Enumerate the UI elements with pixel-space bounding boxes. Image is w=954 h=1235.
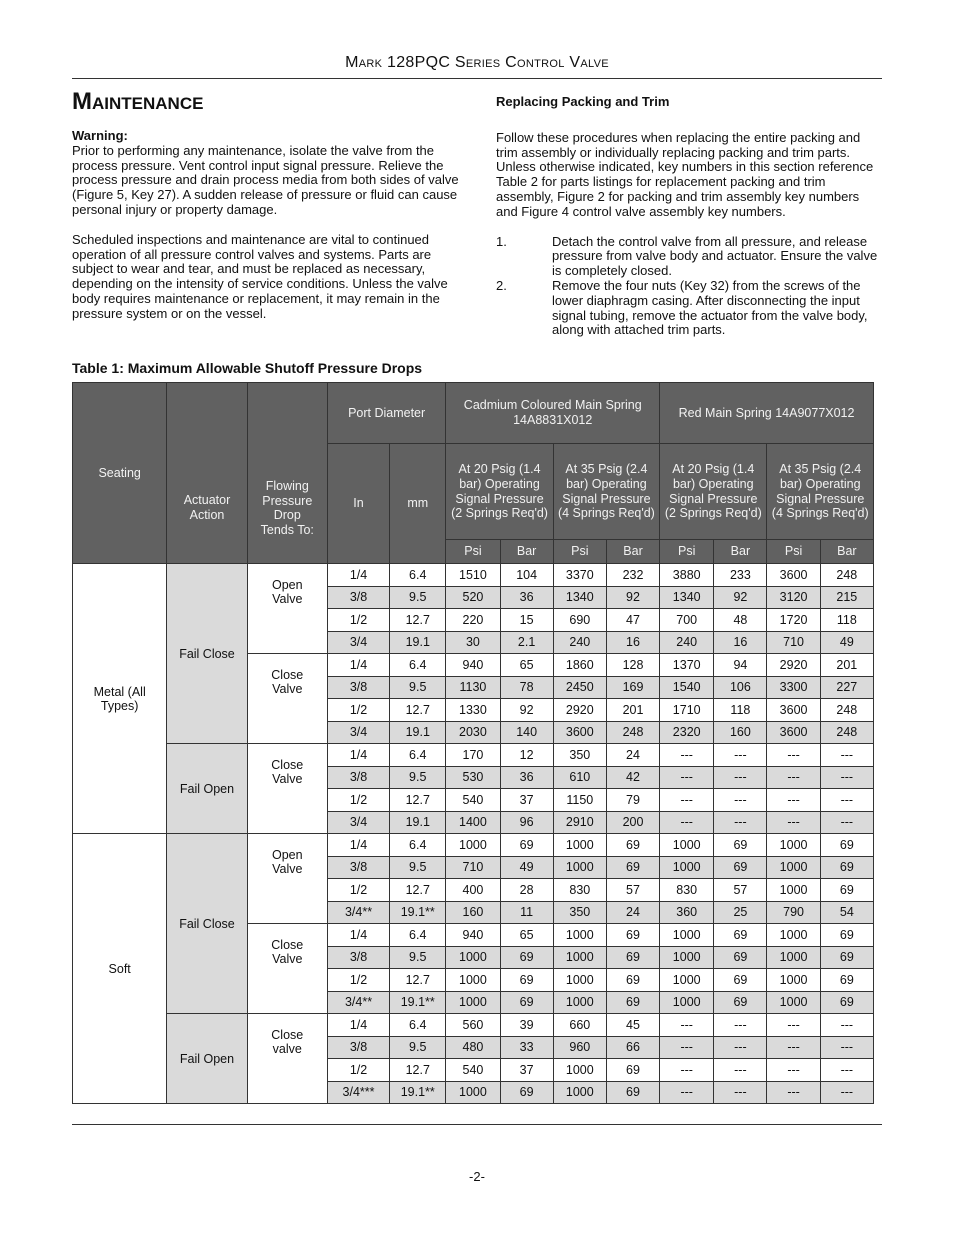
step-text: Remove the four nuts (Key 32) from the screws of the lower diaphragm casing. After disconnecting the input signal tubing, remove the actuator from the valve body, along with attached trim parts. xyxy=(552,277,868,338)
port-mm-cell: 19.1 xyxy=(390,631,446,654)
port-in-cell: 1/4 xyxy=(327,564,389,587)
value-cell: 69 xyxy=(606,1081,659,1104)
value-cell: 69 xyxy=(500,834,553,857)
value-cell: 1130 xyxy=(446,676,500,699)
header-seating: Seating xyxy=(73,383,167,564)
maintenance-paragraph: Scheduled inspections and maintenance are vital to continued operation of all pressure control valves and systems. Parts are subject to wear and tear, and must be replaced as necessary, depending on the intensity of service conditions. Unless the valve body requires maintenance or replacement, it may remain in the pressure system or on the vessel. xyxy=(72,231,448,321)
value-cell: 39 xyxy=(500,1014,553,1037)
seating-cell: Metal (All Types) xyxy=(73,564,167,834)
port-mm-cell: 12.7 xyxy=(390,879,446,902)
value-cell: 240 xyxy=(553,631,606,654)
value-cell: 1370 xyxy=(660,654,714,677)
value-cell: 1000 xyxy=(767,991,820,1014)
value-cell: 33 xyxy=(500,1036,553,1059)
value-cell: 45 xyxy=(606,1014,659,1037)
port-in-cell: 3/4*** xyxy=(327,1081,389,1104)
port-mm-cell: 19.1 xyxy=(390,721,446,744)
value-cell: 11 xyxy=(500,901,553,924)
value-cell: --- xyxy=(767,744,820,767)
value-cell: 92 xyxy=(714,586,767,609)
value-cell: 69 xyxy=(606,991,659,1014)
value-cell: 69 xyxy=(714,946,767,969)
value-cell: 140 xyxy=(500,721,553,744)
value-cell: --- xyxy=(820,1081,873,1104)
value-cell: --- xyxy=(660,1081,714,1104)
value-cell: 2920 xyxy=(553,699,606,722)
value-cell: 160 xyxy=(446,901,500,924)
value-cell: 66 xyxy=(606,1036,659,1059)
tends-to-cell: Close Valve xyxy=(247,654,327,744)
value-cell: 1000 xyxy=(553,856,606,879)
value-cell: 69 xyxy=(714,834,767,857)
value-cell: 1000 xyxy=(660,924,714,947)
value-cell: 1510 xyxy=(446,564,500,587)
port-mm-cell: 6.4 xyxy=(390,834,446,857)
header-red-spring: Red Main Spring 14A9077X012 xyxy=(660,383,874,444)
right-column xyxy=(496,95,878,338)
warning-block xyxy=(72,129,472,218)
value-cell: 36 xyxy=(500,766,553,789)
value-cell: --- xyxy=(714,744,767,767)
value-cell: --- xyxy=(820,744,873,767)
value-cell: 3880 xyxy=(660,564,714,587)
value-cell: 69 xyxy=(606,946,659,969)
value-cell: 69 xyxy=(500,1081,553,1104)
step-text: Detach the control valve from all pressure, and release pressure from valve body and actuator. Ensure the valve is completely closed. xyxy=(552,233,878,279)
value-cell: 1150 xyxy=(553,789,606,812)
value-cell: 1000 xyxy=(660,856,714,879)
value-cell: 232 xyxy=(606,564,659,587)
value-cell: 1000 xyxy=(446,991,500,1014)
port-in-cell: 3/8 xyxy=(327,766,389,789)
value-cell: 118 xyxy=(714,699,767,722)
running-header: Mark 128PQC Series Control Valve xyxy=(345,54,609,71)
value-cell: 540 xyxy=(446,789,500,812)
port-mm-cell: 12.7 xyxy=(390,969,446,992)
header-psi: Psi xyxy=(660,540,714,564)
port-in-cell: 3/4 xyxy=(327,811,389,834)
port-mm-cell: 9.5 xyxy=(390,676,446,699)
value-cell: 69 xyxy=(820,856,873,879)
header-bar: Bar xyxy=(606,540,659,564)
value-cell: 1000 xyxy=(767,856,820,879)
value-cell: 3600 xyxy=(767,699,820,722)
value-cell: 49 xyxy=(820,631,873,654)
value-cell: 560 xyxy=(446,1014,500,1037)
value-cell: 128 xyxy=(606,654,659,677)
value-cell: --- xyxy=(714,1081,767,1104)
value-cell: 3600 xyxy=(767,564,820,587)
value-cell: 69 xyxy=(500,946,553,969)
port-in-cell: 1/2 xyxy=(327,879,389,902)
port-mm-cell: 19.1** xyxy=(390,991,446,1014)
value-cell: 400 xyxy=(446,879,500,902)
value-cell: 69 xyxy=(606,924,659,947)
port-in-cell: 1/4 xyxy=(327,924,389,947)
port-mm-cell: 12.7 xyxy=(390,789,446,812)
value-cell: --- xyxy=(767,1014,820,1037)
value-cell: 12 xyxy=(500,744,553,767)
value-cell: 200 xyxy=(606,811,659,834)
subsection-heading: Replacing Packing and Trim xyxy=(496,94,670,109)
port-in-cell: 1/2 xyxy=(327,789,389,812)
value-cell: 69 xyxy=(606,1059,659,1082)
table-row xyxy=(73,744,874,767)
value-cell: 69 xyxy=(714,991,767,1014)
value-cell: --- xyxy=(767,1081,820,1104)
value-cell: --- xyxy=(714,1014,767,1037)
value-cell: 30 xyxy=(446,631,500,654)
value-cell: 1000 xyxy=(553,1081,606,1104)
value-cell: --- xyxy=(714,766,767,789)
value-cell: 160 xyxy=(714,721,767,744)
value-cell: 1000 xyxy=(660,991,714,1014)
value-cell: 1000 xyxy=(767,834,820,857)
port-mm-cell: 19.1 xyxy=(390,811,446,834)
value-cell: 1710 xyxy=(660,699,714,722)
value-cell: 940 xyxy=(446,924,500,947)
value-cell: 69 xyxy=(820,946,873,969)
value-cell: 790 xyxy=(767,901,820,924)
port-in-cell: 3/4 xyxy=(327,631,389,654)
port-mm-cell: 12.7 xyxy=(390,1059,446,1082)
seating-cell: Soft xyxy=(73,834,167,1104)
value-cell: 1540 xyxy=(660,676,714,699)
value-cell: 104 xyxy=(500,564,553,587)
value-cell: 1400 xyxy=(446,811,500,834)
value-cell: 1000 xyxy=(446,1081,500,1104)
header-flowing-pressure: Flowing Pressure Drop Tends To: xyxy=(247,383,327,564)
port-in-cell: 3/4** xyxy=(327,901,389,924)
value-cell: --- xyxy=(714,1036,767,1059)
header-bar: Bar xyxy=(500,540,553,564)
warning-label: Warning: xyxy=(72,128,128,143)
port-mm-cell: 9.5 xyxy=(390,1036,446,1059)
value-cell: 530 xyxy=(446,766,500,789)
header-psi: Psi xyxy=(767,540,820,564)
value-cell: 248 xyxy=(606,721,659,744)
value-cell: 69 xyxy=(820,924,873,947)
footer-rule xyxy=(72,1124,882,1125)
value-cell: 1000 xyxy=(767,879,820,902)
value-cell: 1340 xyxy=(553,586,606,609)
port-mm-cell: 12.7 xyxy=(390,609,446,632)
value-cell: --- xyxy=(820,1059,873,1082)
value-cell: 540 xyxy=(446,1059,500,1082)
value-cell: 830 xyxy=(553,879,606,902)
value-cell: 220 xyxy=(446,609,500,632)
table-row xyxy=(73,564,874,587)
header-port-diameter: Port Diameter xyxy=(327,383,445,444)
step-number: 2. xyxy=(496,277,507,293)
value-cell: 169 xyxy=(606,676,659,699)
port-mm-cell: 9.5 xyxy=(390,766,446,789)
value-cell: 69 xyxy=(820,879,873,902)
port-mm-cell: 6.4 xyxy=(390,1014,446,1037)
value-cell: 710 xyxy=(446,856,500,879)
value-cell: 350 xyxy=(553,901,606,924)
value-cell: 215 xyxy=(820,586,873,609)
table-caption: Table 1: Maximum Allowable Shutoff Pressure Drops xyxy=(72,360,423,376)
value-cell: --- xyxy=(660,744,714,767)
port-mm-cell: 12.7 xyxy=(390,699,446,722)
header-at35-red: At 35 Psig (2.4 bar) Operating Signal Pressure (4 Springs Req'd) xyxy=(767,444,874,540)
header-cadmium-spring: Cadmium Coloured Main Spring 14A8831X012 xyxy=(446,383,660,444)
value-cell: 480 xyxy=(446,1036,500,1059)
value-cell: 48 xyxy=(714,609,767,632)
value-cell: --- xyxy=(820,766,873,789)
port-in-cell: 1/4 xyxy=(327,1014,389,1037)
value-cell: 28 xyxy=(500,879,553,902)
value-cell: --- xyxy=(714,811,767,834)
value-cell: --- xyxy=(820,789,873,812)
header-psi: Psi xyxy=(446,540,500,564)
port-in-cell: 3/8 xyxy=(327,586,389,609)
value-cell: 49 xyxy=(500,856,553,879)
tends-to-cell: Close valve xyxy=(247,1014,327,1104)
value-cell: 3600 xyxy=(767,721,820,744)
header-psi: Psi xyxy=(553,540,606,564)
value-cell: --- xyxy=(714,1059,767,1082)
value-cell: 248 xyxy=(820,699,873,722)
actuator-action-cell: Fail Open xyxy=(167,1014,247,1104)
value-cell: 36 xyxy=(500,586,553,609)
value-cell: 57 xyxy=(606,879,659,902)
value-cell: 47 xyxy=(606,609,659,632)
value-cell: 16 xyxy=(714,631,767,654)
value-cell: 1000 xyxy=(767,924,820,947)
value-cell: 710 xyxy=(767,631,820,654)
value-cell: --- xyxy=(714,789,767,812)
value-cell: 106 xyxy=(714,676,767,699)
value-cell: 201 xyxy=(606,699,659,722)
value-cell: 15 xyxy=(500,609,553,632)
value-cell: 69 xyxy=(500,969,553,992)
port-mm-cell: 6.4 xyxy=(390,654,446,677)
value-cell: 1000 xyxy=(553,924,606,947)
value-cell: 79 xyxy=(606,789,659,812)
value-cell: 3300 xyxy=(767,676,820,699)
port-in-cell: 3/4** xyxy=(327,991,389,1014)
port-mm-cell: 9.5 xyxy=(390,946,446,969)
value-cell: 1340 xyxy=(660,586,714,609)
value-cell: 248 xyxy=(820,721,873,744)
section-title: Maintenance xyxy=(72,88,204,115)
value-cell: 1000 xyxy=(553,1059,606,1082)
intro-paragraph: Follow these procedures when replacing the entire packing and trim assembly or individually replacing packing and trim parts. Unless otherwise indicated, key numbers in this section reference Table 2 for parts listings for replacement packing and trim assembly, Figure 2 for packing and trim assembly key numbers and Figure 4 control valve assembly key numbers. xyxy=(496,129,874,219)
value-cell: 69 xyxy=(820,834,873,857)
value-cell: 610 xyxy=(553,766,606,789)
value-cell: 940 xyxy=(446,654,500,677)
value-cell: 1000 xyxy=(446,834,500,857)
value-cell: 65 xyxy=(500,924,553,947)
value-cell: 24 xyxy=(606,744,659,767)
value-cell: --- xyxy=(820,811,873,834)
port-mm-cell: 6.4 xyxy=(390,924,446,947)
value-cell: 1860 xyxy=(553,654,606,677)
value-cell: 3370 xyxy=(553,564,606,587)
value-cell: 2030 xyxy=(446,721,500,744)
value-cell: 1000 xyxy=(660,969,714,992)
value-cell: 1000 xyxy=(446,946,500,969)
value-cell: 69 xyxy=(714,856,767,879)
port-in-cell: 3/4 xyxy=(327,721,389,744)
port-in-cell: 1/4 xyxy=(327,654,389,677)
value-cell: 3600 xyxy=(553,721,606,744)
value-cell: --- xyxy=(660,1014,714,1037)
port-in-cell: 3/8 xyxy=(327,676,389,699)
table-row xyxy=(73,1014,874,1037)
value-cell: 1330 xyxy=(446,699,500,722)
value-cell: 16 xyxy=(606,631,659,654)
port-mm-cell: 9.5 xyxy=(390,586,446,609)
value-cell: 350 xyxy=(553,744,606,767)
value-cell: 170 xyxy=(446,744,500,767)
value-cell: --- xyxy=(660,766,714,789)
warning-text: Prior to performing any maintenance, isolate the valve from the process pressure. Vent control input signal pressure. Relieve the process pressure and drain process media from both sides of valve (Figure 5, Key 27). A sudden release of pressure or fluid can cause personal injury or property damage. xyxy=(72,142,459,217)
value-cell: 37 xyxy=(500,789,553,812)
header-bar: Bar xyxy=(820,540,873,564)
value-cell: 2450 xyxy=(553,676,606,699)
value-cell: 37 xyxy=(500,1059,553,1082)
value-cell: 24 xyxy=(606,901,659,924)
value-cell: 690 xyxy=(553,609,606,632)
port-in-cell: 3/8 xyxy=(327,1036,389,1059)
value-cell: 65 xyxy=(500,654,553,677)
value-cell: 248 xyxy=(820,564,873,587)
value-cell: 660 xyxy=(553,1014,606,1037)
value-cell: 960 xyxy=(553,1036,606,1059)
value-cell: 54 xyxy=(820,901,873,924)
value-cell: 1000 xyxy=(660,946,714,969)
tends-to-cell: Open Valve xyxy=(247,834,327,924)
value-cell: --- xyxy=(660,1059,714,1082)
value-cell: 69 xyxy=(606,856,659,879)
header-rule xyxy=(72,78,882,79)
value-cell: 78 xyxy=(500,676,553,699)
value-cell: 1000 xyxy=(553,991,606,1014)
tends-to-cell: Open Valve xyxy=(247,564,327,654)
value-cell: 1000 xyxy=(660,834,714,857)
value-cell: --- xyxy=(767,811,820,834)
value-cell: 42 xyxy=(606,766,659,789)
header-at20-red: At 20 Psig (1.4 bar) Operating Signal Pressure (2 Springs Req'd) xyxy=(660,444,767,540)
port-in-cell: 1/2 xyxy=(327,609,389,632)
header-actuator-action: Actuator Action xyxy=(167,383,247,564)
value-cell: 69 xyxy=(714,924,767,947)
actuator-action-cell: Fail Open xyxy=(167,744,247,834)
value-cell: 201 xyxy=(820,654,873,677)
value-cell: --- xyxy=(767,1036,820,1059)
value-cell: --- xyxy=(820,1014,873,1037)
value-cell: --- xyxy=(767,1059,820,1082)
value-cell: 2320 xyxy=(660,721,714,744)
value-cell: 2.1 xyxy=(500,631,553,654)
value-cell: 1000 xyxy=(553,946,606,969)
value-cell: 57 xyxy=(714,879,767,902)
port-in-cell: 1/4 xyxy=(327,834,389,857)
step-item xyxy=(496,279,878,338)
value-cell: 2920 xyxy=(767,654,820,677)
value-cell: 520 xyxy=(446,586,500,609)
value-cell: 700 xyxy=(660,609,714,632)
port-mm-cell: 6.4 xyxy=(390,744,446,767)
value-cell: 830 xyxy=(660,879,714,902)
value-cell: 69 xyxy=(500,991,553,1014)
value-cell: 1000 xyxy=(446,969,500,992)
value-cell: 1000 xyxy=(767,946,820,969)
value-cell: 96 xyxy=(500,811,553,834)
left-column xyxy=(72,129,472,337)
tends-to-cell: Close Valve xyxy=(247,924,327,1014)
value-cell: 1000 xyxy=(553,834,606,857)
value-cell: 69 xyxy=(820,991,873,1014)
value-cell: --- xyxy=(660,789,714,812)
actuator-action-cell: Fail Close xyxy=(167,564,247,744)
value-cell: 1000 xyxy=(767,969,820,992)
header-in: In xyxy=(327,444,389,564)
value-cell: 360 xyxy=(660,901,714,924)
header-at20-cadmium: At 20 Psig (1.4 bar) Operating Signal Pressure (2 Springs Req'd) xyxy=(446,444,553,540)
value-cell: --- xyxy=(660,1036,714,1059)
value-cell: 233 xyxy=(714,564,767,587)
value-cell: 94 xyxy=(714,654,767,677)
value-cell: 227 xyxy=(820,676,873,699)
value-cell: 240 xyxy=(660,631,714,654)
value-cell: 3120 xyxy=(767,586,820,609)
value-cell: 2910 xyxy=(553,811,606,834)
value-cell: 69 xyxy=(606,969,659,992)
port-mm-cell: 19.1** xyxy=(390,901,446,924)
value-cell: 92 xyxy=(606,586,659,609)
step-number: 1. xyxy=(496,233,507,249)
value-cell: --- xyxy=(820,1036,873,1059)
value-cell: --- xyxy=(767,766,820,789)
port-in-cell: 1/2 xyxy=(327,1059,389,1082)
header-at35-cadmium: At 35 Psig (2.4 bar) Operating Signal Pressure (4 Springs Req'd) xyxy=(553,444,659,540)
port-mm-cell: 19.1** xyxy=(390,1081,446,1104)
actuator-action-cell: Fail Close xyxy=(167,834,247,1014)
shutoff-pressure-table xyxy=(72,382,874,1104)
port-in-cell: 1/2 xyxy=(327,699,389,722)
tends-to-cell: Close Valve xyxy=(247,744,327,834)
value-cell: 25 xyxy=(714,901,767,924)
value-cell: 69 xyxy=(714,969,767,992)
value-cell: 92 xyxy=(500,699,553,722)
port-in-cell: 3/8 xyxy=(327,856,389,879)
port-mm-cell: 9.5 xyxy=(390,856,446,879)
table-row xyxy=(73,834,874,857)
header-mm: mm xyxy=(390,444,446,564)
value-cell: --- xyxy=(660,811,714,834)
table-body xyxy=(73,564,874,1104)
header-bar: Bar xyxy=(714,540,767,564)
value-cell: 69 xyxy=(820,969,873,992)
value-cell: 118 xyxy=(820,609,873,632)
value-cell: --- xyxy=(767,789,820,812)
value-cell: 1000 xyxy=(553,969,606,992)
value-cell: 69 xyxy=(606,834,659,857)
port-mm-cell: 6.4 xyxy=(390,564,446,587)
port-in-cell: 1/4 xyxy=(327,744,389,767)
value-cell: 1720 xyxy=(767,609,820,632)
page-number: -2- xyxy=(469,1169,485,1184)
port-in-cell: 1/2 xyxy=(327,969,389,992)
step-item xyxy=(496,235,878,279)
port-in-cell: 3/8 xyxy=(327,946,389,969)
